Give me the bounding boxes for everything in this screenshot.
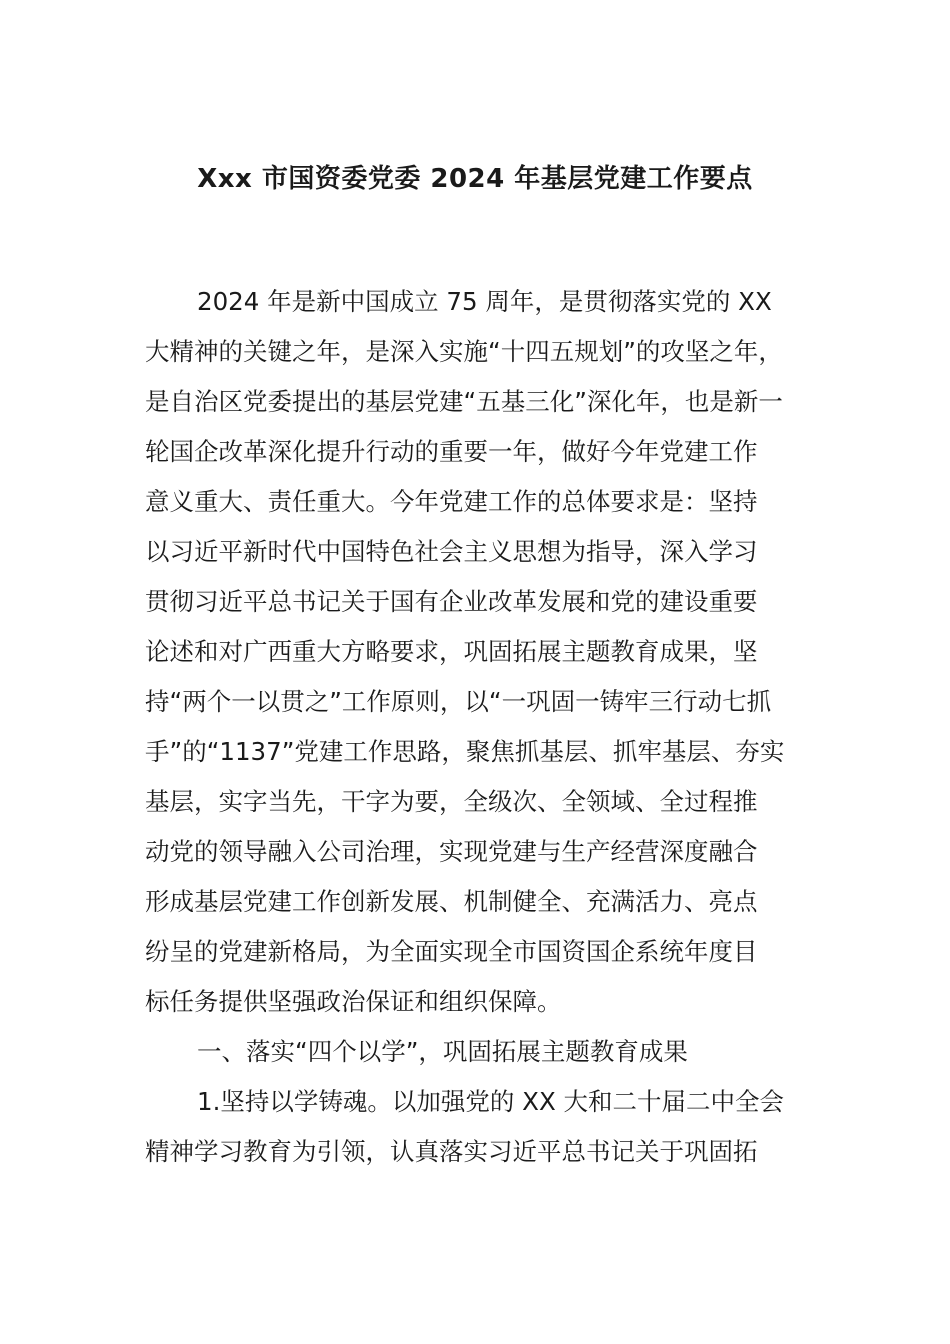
paragraph-line: 以习近平新时代中国特色社会主义思想为指导，深入学习 (145, 537, 758, 566)
paragraph-line: 标任务提供坚强政治保证和组织保障。 (145, 987, 562, 1016)
paragraph-line: 轮国企改革深化提升行动的重要一年，做好今年党建工作 (145, 437, 758, 466)
paragraph-line: 基层，实字当先，干字为要，全级次、全领域、全过程推 (145, 787, 758, 816)
paragraph-line: 意义重大、责任重大。今年党建工作的总体要求是：坚持 (145, 487, 758, 516)
list-item-line: 精神学习教育为引领，认真落实习近平总书记关于巩固拓 (145, 1137, 758, 1166)
paragraph-line: 贯彻习近平总书记关于国有企业改革发展和党的建设重要 (145, 587, 758, 616)
list-item-line: 1.坚持以学铸魂。以加强党的 XX 大和二十届二中全会 (197, 1087, 785, 1116)
paragraph-line: 大精神的关键之年，是深入实施“十四五规划”的攻坚之年， (145, 337, 783, 366)
paragraph-line: 2024 年是新中国成立 75 周年，是贯彻落实党的 XX (197, 287, 772, 316)
paragraph-line: 持“两个一以贯之”工作原则，以“一巩固一铸牢三行动七抓 (145, 687, 772, 716)
document-title: Xxx 市国资委党委 2024 年基层党建工作要点 (197, 164, 753, 194)
document-body (145, 280, 805, 1180)
section-heading: 一、落实“四个以学”，巩固拓展主题教育成果 (197, 1037, 688, 1066)
paragraph-line: 形成基层党建工作创新发展、机制健全、充满活力、亮点 (145, 887, 758, 916)
paragraph-line: 手”的“1137”党建工作思路，聚焦抓基层、抓牢基层、夯实 (145, 737, 785, 766)
paragraph-line: 论述和对广西重大方略要求，巩固拓展主题教育成果，坚 (145, 637, 758, 666)
paragraph-line: 是自治区党委提出的基层党建“五基三化”深化年，也是新一 (145, 387, 783, 416)
paragraph-line: 动党的领导融入公司治理，实现党建与生产经营深度融合 (145, 837, 758, 866)
paragraph-line: 纷呈的党建新格局，为全面实现全市国资国企系统年度目 (145, 937, 758, 966)
